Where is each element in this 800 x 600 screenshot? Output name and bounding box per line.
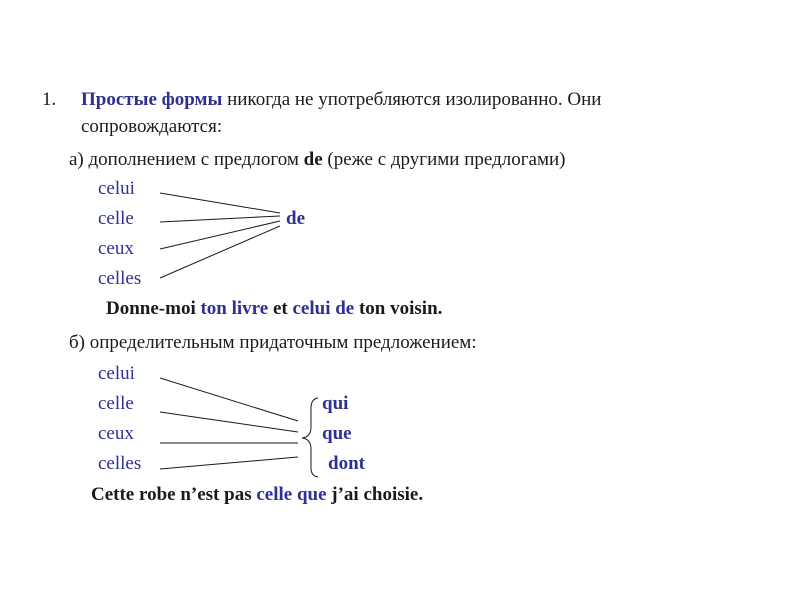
section-b-pronoun: ceux [98,423,134,444]
section-b-pronoun: celles [98,453,142,474]
item-line-2: сопровождаются: [81,116,223,137]
connector-a-celle [160,216,280,222]
section-a-target-de: de [286,208,305,229]
section-b-target-dont: dont [328,453,365,474]
item-line-1-rest: никогда не употребляются изолированно. Они [222,89,602,110]
section-a-pronoun: ceux [98,238,134,259]
curly-brace [302,398,318,477]
section-a-pronoun: celui [98,178,135,199]
section-a-intro: а) дополнением с предлогом de (реже с другими предлогами) [69,149,566,170]
de-preposition: de [303,149,323,170]
section-b-target-qui: qui [322,393,349,414]
section-b-pronoun: celle [98,393,134,414]
connector-a-ceux [160,221,280,249]
section-a-example: Donne-moi ton livre et celui de ton voisin. [106,298,443,319]
section-b-pronoun: celui [98,363,135,384]
connector-a-celui [160,193,280,213]
section-b-target-que: que [322,423,352,444]
section-a-pronoun: celles [98,268,142,289]
connector-b-celles [160,457,298,469]
section-b-intro: б) определительным придаточным предложением: [69,332,477,353]
list-number: 1. [42,89,57,110]
section-b-example: Cette robe n’est pas celle que j’ai choisie. [91,484,424,505]
connector-a-celles [160,226,280,278]
simple-forms-term: Простые формы [81,89,223,110]
section-a-pronoun: celle [98,208,134,229]
